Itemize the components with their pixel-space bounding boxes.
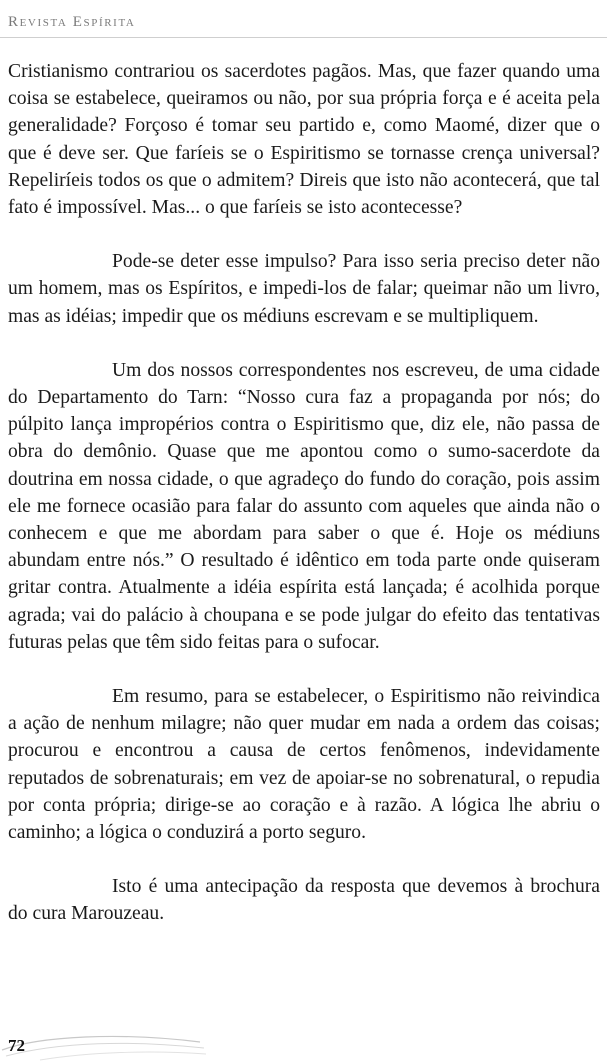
- running-header-title: Revista Espírita: [8, 14, 136, 30]
- paragraph-5: Isto é uma antecipação da resposta que devemos à brochura do cura Marouzeau.: [8, 876, 600, 925]
- paragraph-2: Pode-se deter esse impulso? Para isso seria preciso deter não um homem, mas os Espíritos, e impedi-los de falar; queimar não um livro, mas as idéias; impedir que os médiuns escrevam e se multipliquem.: [8, 251, 600, 327]
- page-body: [8, 58, 600, 955]
- paragraph-3: Um dos nossos correspondentes nos escreveu, de uma cidade do Departamento do Tarn: “Nosso cura faz a propaganda por nós; do púlpito lança impropérios contra o Espiritismo que, diz ele, não passa de obra do demônio. Quase que me apontou como o sumo-sacerdote da doutrina em nossa cidade, o que agradeço do fundo do coração, pois assim ele me fornece ocasião para falar do assunto com aqueles que ainda não o conhecem e que me abordam para saber o que é. Hoje os médiuns abundam entre nós.” O resultado é idêntico em toda parte onde quiseram gritar contra. Atualmente a idéia espírita está lançada; é acolhida porque agrada; vai do palácio à choupana e se pode julgar do efeito das tentativas futuras pelas que têm sido feitas para o sufocar.: [8, 359, 600, 653]
- paragraph-4: Em resumo, para se estabelecer, o Espiritismo não reivindica a ação de nenhum milagre; não quer mudar em nada a ordem das coisas; procurou e encontrou a causa de certos fenômenos, indevidamente reputados de sobrenaturais; em vez de apoiar-se no sobrenatural, o repudia por conta própria; dirige-se ao coração e à razão. A lógica lhe abriu o caminho; a lógica o conduzirá a porto seguro.: [8, 686, 600, 844]
- paragraph-1: Cristianismo contrariou os sacerdotes pagãos. Mas, que fazer quando uma coisa se estabelece, queiramos ou não, por sua própria força e é aceita pela generalidade? Forçoso é tomar seu partido e, como Maomé, dizer que o que é deve ser. Que faríeis se o Espiritismo se tornasse crença universal? Repeliríeis todos os que o admitem? Direis que isto não acontecerá, que tal fato é impossível. Mas... o que faríeis se isto acontecesse?: [8, 61, 600, 219]
- footer-swoosh-ornament: [0, 1028, 210, 1062]
- page-number: 72: [8, 1036, 25, 1055]
- header-divider: [0, 37, 607, 38]
